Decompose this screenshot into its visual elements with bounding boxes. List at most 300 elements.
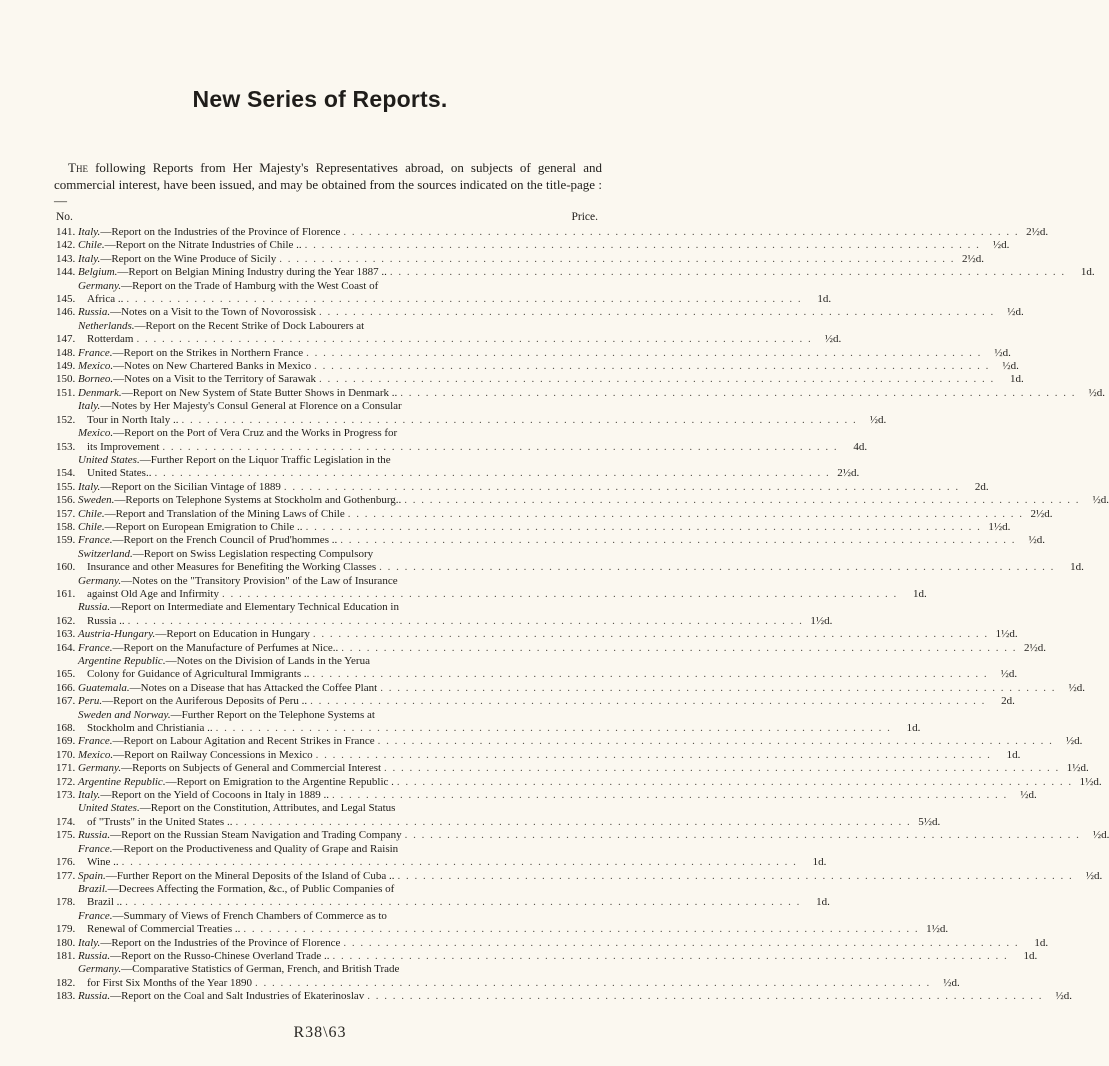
dot-leader: . . . . . . . . . . . . . . . . . . . . . . . . . . . . . . . . . . . . . . . . . . . . . . . . . . . . . . . . . . . . . . . . . . . . . . . . . . . . . . . . <box>332 789 1008 802</box>
report-country: Italy. <box>78 936 101 949</box>
report-description: against Old Age and Infirmity <box>87 587 219 600</box>
report-description: Wine .. <box>87 856 119 869</box>
report-description: United States.. <box>87 467 152 480</box>
column-headers <box>56 211 598 223</box>
report-country: Germany. <box>78 574 122 587</box>
report-country: France. <box>78 842 113 855</box>
dot-leader: . . . . . . . . . . . . . . . . . . . . . . . . . . . . . . . . . . . . . . . . . . . . . . . . . . . . . . . . . . . . . . . . . . . . . . . . . . . . . . . . <box>283 480 960 493</box>
report-number: 141. <box>56 226 76 238</box>
report-line <box>78 829 1109 842</box>
report-price: 1d. <box>1070 561 1084 574</box>
report-number: 164. <box>56 641 76 654</box>
report-line <box>78 508 1053 521</box>
report-price: ½d. <box>994 346 1011 359</box>
report-entry <box>56 574 927 602</box>
report-line <box>78 789 1037 802</box>
report-line <box>78 937 1048 950</box>
dot-leader: . . . . . . . . . . . . . . . . . . . . . . . . . . . . . . . . . . . . . . . . . . . . . . . . . . . . . . . . . . . . . . . . . . . . . . . . . . . . . . . . <box>121 856 798 869</box>
report-line <box>78 226 1048 239</box>
report-description: Stockholm and Christiania .. <box>87 722 213 735</box>
report-line <box>78 870 1102 883</box>
report-entry <box>56 708 921 736</box>
report-line <box>78 347 1011 360</box>
report-price: ½d. <box>869 413 887 426</box>
report-description: Russia .. <box>87 614 125 627</box>
report-entry <box>56 507 1053 521</box>
report-number: 157. <box>56 507 76 520</box>
report-country: Chile. <box>78 520 105 533</box>
report-description: —Summary of Views of French Chambers of Commerce as to <box>112 909 387 922</box>
column-header-price: Price. <box>571 211 598 223</box>
page-title: New Series of Reports. <box>192 86 448 112</box>
report-number: 168. <box>56 722 76 735</box>
report-number: 167. <box>56 695 76 708</box>
report-entry <box>56 453 860 481</box>
report-description: —Reports on Subjects of General and Commercial Interest <box>121 762 382 775</box>
report-country: Belgium. <box>78 266 118 279</box>
report-description: —Report on the Coal and Salt Industries of Ekaterinoslav <box>110 990 365 1003</box>
report-description: of "Trusts" in the United States .. <box>87 815 233 828</box>
dot-leader: . . . . . . . . . . . . . . . . . . . . . . . . . . . . . . . . . . . . . . . . . . . . . . . . . . . . . . . . . . . . . . . . . . . . . . . . . . . . . . . . <box>397 869 1074 882</box>
report-description: —Report on New System of State Butter Shows in Denmark .. <box>121 386 398 399</box>
report-price: ½d. <box>1068 681 1085 694</box>
report-list <box>56 226 1109 1004</box>
dot-leader: . . . . . . . . . . . . . . . . . . . . . . . . . . . . . . . . . . . . . . . . . . . . . . . . . . . . . . . . . . . . . . . . . . . . . . . . . . . . . . . . <box>255 976 931 989</box>
report-price: 1d. <box>817 293 832 306</box>
report-description: —Reports on Telephone Systems at Stockholm and Gothenburg.. <box>114 494 402 507</box>
report-description: —Report on the Auriferous Deposits of Peru .. <box>102 695 308 708</box>
report-price: 1½d. <box>988 520 1011 533</box>
dot-leader: . . . . . . . . . . . . . . . . . . . . . . . . . . . . . . . . . . . . . . . . . . . . . . . . . . . . . . . . . . . . . . . . . . . . . . . . . . . . . . . . <box>315 748 992 761</box>
report-entry <box>56 936 1049 950</box>
report-entry <box>56 534 1045 547</box>
report-entry <box>56 775 1102 789</box>
report-number: 144. <box>56 266 76 279</box>
report-price: 1d. <box>912 587 927 600</box>
report-line <box>78 776 1102 789</box>
report-number: 161. <box>56 587 76 600</box>
dot-leader: . . . . . . . . . . . . . . . . . . . . . . . . . . . . . . . . . . . . . . . . . . . . . . . . . . . . . . . . . . . . . . . . . . . . . . . . . . . . . . . . <box>181 413 858 426</box>
report-entry <box>56 802 941 829</box>
report-description: —Notes on New Chartered Banks in Mexico <box>113 360 312 373</box>
dot-leader: . . . . . . . . . . . . . . . . . . . . . . . . . . . . . . . . . . . . . . . . . . . . . . . . . . . . . . . . . . . . . . . . . . . . . . . . . . . . . . . . <box>235 815 912 828</box>
report-line <box>78 977 960 990</box>
dot-leader: . . . . . . . . . . . . . . . . . . . . . . . . . . . . . . . . . . . . . . . . . . . . . . . . . . . . . . . . . . . . . . . . . . . . . . . . . . . . . . . . <box>343 936 1020 949</box>
report-number: 147. <box>56 333 76 346</box>
report-line <box>78 454 859 467</box>
report-price: ½d. <box>1028 534 1045 547</box>
report-price: ½d. <box>1002 360 1019 373</box>
report-number: 146. <box>56 306 76 319</box>
report-description: —Report on European Emigration to Chile .. <box>104 520 303 533</box>
report-number: 153. <box>56 440 76 453</box>
report-line <box>78 360 1019 373</box>
dot-leader: . . . . . . . . . . . . . . . . . . . . . . . . . . . . . . . . . . . . . . . . . . . . . . . . . . . . . . . . . . . . . . . . . . . . . . . . . . . . . . . . <box>340 534 1016 547</box>
report-country: France. <box>78 909 113 922</box>
report-number: 176. <box>56 856 76 869</box>
report-entry <box>56 949 1038 963</box>
report-number: 142. <box>56 239 76 252</box>
report-country: Guatemala. <box>78 681 130 694</box>
report-price: 4d. <box>853 440 868 453</box>
report-line <box>78 668 1017 681</box>
dot-leader: . . . . . . . . . . . . . . . . . . . . . . . . . . . . . . . . . . . . . . . . . . . . . . . . . . . . . . . . . . . . . . . . . . . . . . . . . . . . . . . . <box>377 735 1054 748</box>
report-country: Netherlands. <box>78 319 135 332</box>
report-country: Italy. <box>78 480 101 493</box>
report-line <box>78 253 984 266</box>
report-line <box>78 682 1085 695</box>
report-description: —Notes by Her Majesty's Consul General at Florence on a Consular <box>100 400 402 413</box>
report-description: —Report on the Nitrate Industries of Chile .. <box>104 239 302 252</box>
report-entry <box>56 279 832 307</box>
report-entry <box>56 494 1109 507</box>
report-entry <box>56 427 868 454</box>
report-line <box>78 575 927 588</box>
report-country: Mexico. <box>78 427 114 440</box>
report-price: 1d. <box>1080 266 1095 279</box>
report-country: Russia. <box>78 306 111 319</box>
dot-leader: . . . . . . . . . . . . . . . . . . . . . . . . . . . . . . . . . . . . . . . . . . . . . . . . . . . . . . . . . . . . . . . . . . . . . . . . . . . . . . . . <box>215 722 892 735</box>
report-number: 154. <box>56 467 76 480</box>
report-price: 1d. <box>1034 936 1049 949</box>
report-description: for First Six Months of the Year 1890 <box>87 976 253 989</box>
report-description: —Notes on a Disease that has Attacked the Coffee Plant <box>129 681 378 694</box>
dot-leader: . . . . . . . . . . . . . . . . . . . . . . . . . . . . . . . . . . . . . . . . . . . . . . . . . . . . . . . . . . . . . . . . . . . . . . . . . . . . . . . . <box>404 829 1081 842</box>
report-entry <box>56 655 1018 682</box>
report-description: —Further Report on the Telephone Systems at <box>170 708 375 721</box>
report-description: Tour in North Italy .. <box>87 413 179 426</box>
report-country: France. <box>78 641 113 654</box>
report-price: 2½d. <box>1030 507 1053 520</box>
report-number: 166. <box>56 681 76 694</box>
report-description: —Report on the Sicilian Vintage of 1889 <box>100 480 281 493</box>
report-line <box>78 400 886 413</box>
dot-leader: . . . . . . . . . . . . . . . . . . . . . . . . . . . . . . . . . . . . . . . . . . . . . . . . . . . . . . . . . . . . . . . . . . . . . . . . . . . . . . . . <box>384 762 1060 775</box>
report-number: 178. <box>56 896 76 909</box>
report-price: 1½d. <box>1066 762 1089 775</box>
report-country: Argentine Republic. <box>78 655 166 667</box>
report-country: Italy. <box>78 252 101 265</box>
report-price: 1½d. <box>1079 775 1102 788</box>
report-price: ½d. <box>1092 829 1109 842</box>
report-line <box>78 521 1010 534</box>
report-country: Italy. <box>78 226 101 238</box>
report-number: 163. <box>56 628 76 641</box>
report-description: —Further Report on the Mineral Deposits of the Island of Cuba .. <box>105 869 395 882</box>
report-country: Italy. <box>78 789 101 802</box>
report-price: 2½d. <box>1026 226 1049 238</box>
report-entry <box>56 360 1019 373</box>
report-description: —Comparative Statistics of German, French, and British Trade <box>121 963 400 976</box>
report-price: ½d. <box>1092 494 1109 507</box>
report-entry <box>56 601 833 628</box>
report-line <box>78 722 920 735</box>
report-price: 1½d. <box>926 923 949 936</box>
dot-leader: . . . . . . . . . . . . . . . . . . . . . . . . . . . . . . . . . . . . . . . . . . . . . . . . . . . . . . . . . . . . . . . . . . . . . . . . . . . . . . . . <box>305 520 982 533</box>
dot-leader: . . . . . . . . . . . . . . . . . . . . . . . . . . . . . . . . . . . . . . . . . . . . . . . . . . . . . . . . . . . . . . . . . . . . . . . . . . . . . . . . <box>279 252 955 265</box>
report-description: —Report on the Yield of Cocoons in Italy in 1889 .. <box>100 789 330 802</box>
dot-leader: . . . . . . . . . . . . . . . . . . . . . . . . . . . . . . . . . . . . . . . . . . . . . . . . . . . . . . . . . . . . . . . . . . . . . . . . . . . . . . . . <box>347 507 1024 520</box>
report-description: —Report on the Russian Steam Navigation and Trading Company <box>110 829 402 842</box>
report-number: 177. <box>56 869 76 882</box>
report-number: 170. <box>56 748 76 761</box>
report-price: 2d. <box>974 480 989 493</box>
report-entry <box>56 641 1046 655</box>
report-price: 1d. <box>906 722 921 735</box>
dot-leader: . . . . . . . . . . . . . . . . . . . . . . . . . . . . . . . . . . . . . . . . . . . . . . . . . . . . . . . . . . . . . . . . . . . . . . . . . . . . . . . . <box>343 226 1020 238</box>
report-description: —Notes on the "Transitory Provision" of the Law of Insurance <box>121 574 398 587</box>
report-line <box>78 494 1109 507</box>
report-number: 173. <box>56 789 76 802</box>
report-price: ½d. <box>1055 990 1073 1003</box>
report-line <box>78 601 832 614</box>
report-entry <box>56 789 1037 802</box>
report-description: —Report on the Port of Vera Cruz and the Works in Progress for <box>113 427 398 440</box>
report-description: —Report on the Industries of the Province of Florence <box>100 936 341 949</box>
report-line <box>78 333 841 346</box>
report-number: 149. <box>56 360 76 373</box>
report-description: —Notes on the Division of Lands in the Yerua <box>165 655 370 667</box>
report-entry <box>56 628 1018 641</box>
report-country: Italy. <box>78 400 101 413</box>
report-price: ½d. <box>824 333 842 346</box>
report-line <box>78 414 886 427</box>
report-entry <box>56 869 1103 883</box>
report-description: —Report on Railway Concessions in Mexico <box>113 748 313 761</box>
report-description: —Report on the Manufacture of Perfumes at Nice.. <box>112 641 339 654</box>
report-description: —Notes on a Visit to the Territory of Sarawak <box>113 373 316 386</box>
report-number: 171. <box>56 762 76 775</box>
dot-leader: . . . . . . . . . . . . . . . . . . . . . . . . . . . . . . . . . . . . . . . . . . . . . . . . . . . . . . . . . . . . . . . . . . . . . . . . . . . . . . . . <box>221 587 898 600</box>
report-country: Mexico. <box>78 360 114 373</box>
report-entry <box>56 762 1089 775</box>
report-description: Rotterdam <box>87 333 134 346</box>
report-price: 1d. <box>816 896 830 909</box>
report-line <box>78 534 1045 547</box>
report-line <box>78 306 1024 319</box>
dot-leader: . . . . . . . . . . . . . . . . . . . . . . . . . . . . . . . . . . . . . . . . . . . . . . . . . . . . . . . . . . . . . . . . . . . . . . . . . . . . . . . . <box>389 266 1066 279</box>
report-country: Austria-Hungary. <box>78 628 156 641</box>
report-line <box>78 883 830 896</box>
report-description: —Report on Swiss Legislation respecting Compulsory <box>132 547 374 560</box>
report-country: Germany. <box>78 279 122 292</box>
report-price: 2½d. <box>837 467 860 480</box>
report-number: 158. <box>56 520 76 533</box>
report-price: ½d. <box>1020 789 1037 802</box>
report-line <box>78 709 920 722</box>
report-description: —Report and Translation of the Mining Laws of Chile <box>104 507 345 520</box>
report-line <box>78 266 1095 279</box>
report-entry <box>56 963 960 990</box>
report-description: Renewal of Commercial Treaties .. <box>87 923 241 936</box>
report-line <box>78 990 1072 1003</box>
report-line <box>78 816 940 829</box>
report-number: 156. <box>56 494 76 507</box>
report-entry <box>56 226 1049 239</box>
report-line <box>78 802 940 815</box>
report-price: ½d. <box>1065 735 1083 748</box>
report-number: 183. <box>56 990 76 1003</box>
report-line <box>78 427 867 440</box>
report-number: 165. <box>56 668 76 681</box>
report-line <box>78 320 841 333</box>
report-number: 152. <box>56 413 76 426</box>
report-price: 1d. <box>1023 949 1038 962</box>
report-description: —Report on the Industries of the Province of Florence <box>100 226 341 238</box>
report-number: 150. <box>56 373 76 386</box>
report-entry <box>56 252 984 266</box>
report-price: 2d. <box>1001 695 1015 708</box>
report-country: Russia. <box>78 990 111 1003</box>
report-entry <box>56 842 827 870</box>
report-country: Russia. <box>78 829 111 842</box>
report-entry <box>56 520 1011 534</box>
report-line <box>78 615 832 628</box>
report-number: 169. <box>56 735 76 748</box>
dot-leader: . . . . . . . . . . . . . . . . . . . . . . . . . . . . . . . . . . . . . . . . . . . . . . . . . . . . . . . . . . . . . . . . . . . . . . . . . . . . . . . . <box>136 333 813 346</box>
report-entry <box>56 346 1011 360</box>
report-entry <box>56 681 1085 695</box>
report-description: —Report on the Wine Produce of Sicily <box>100 252 277 265</box>
report-description: —Report on the Productiveness and Quality of Grape and Raisin <box>112 842 399 855</box>
report-description: —Report on the French Council of Prud'hommes .. <box>112 534 338 547</box>
report-line <box>78 923 948 936</box>
report-description: Insurance and other Measures for Benefiting the Working Classes <box>87 561 377 574</box>
report-line <box>78 642 1046 655</box>
report-entry <box>56 239 1010 252</box>
report-country: Sweden. <box>78 494 115 507</box>
report-description: —Report on Education in Hungary <box>155 628 310 641</box>
dot-leader: . . . . . . . . . . . . . . . . . . . . . . . . . . . . . . . . . . . . . . . . . . . . . . . . . . . . . . . . . . . . . . . . . . . . . . . . . . . . . . . . <box>332 949 1009 962</box>
report-line <box>78 856 826 869</box>
report-description: —Decrees Affecting the Formation, &c., of Public Companies of <box>107 882 395 895</box>
report-line <box>78 280 831 293</box>
report-line <box>78 735 1082 748</box>
report-price: 5½d. <box>918 815 941 828</box>
report-description: Colony for Guidance of Agricultural Immigrants .. <box>87 668 310 681</box>
report-country: Peru. <box>78 695 103 708</box>
report-line <box>78 695 1015 708</box>
report-line <box>78 749 1020 762</box>
dot-leader: . . . . . . . . . . . . . . . . . . . . . . . . . . . . . . . . . . . . . . . . . . . . . . . . . . . . . . . . . . . . . . . . . . . . . . . . . . . . . . . . <box>319 306 995 319</box>
dot-leader: . . . . . . . . . . . . . . . . . . . . . . . . . . . . . . . . . . . . . . . . . . . . . . . . . . . . . . . . . . . . . . . . . . . . . . . . . . . . . . . . <box>367 990 1044 1003</box>
report-entry <box>56 319 842 347</box>
report-description: —Report on the Russo-Chinese Overland Trade .. <box>110 949 330 962</box>
catalog-mark: R38\63 <box>293 1024 347 1041</box>
report-number: 179. <box>56 923 76 936</box>
report-entry <box>56 480 989 494</box>
report-entry <box>56 386 1106 400</box>
report-number: 175. <box>56 829 76 842</box>
report-country: Switzerland. <box>78 547 133 560</box>
report-number: 180. <box>56 936 76 949</box>
report-description: —Further Report on the Liquor Traffic Legislation in the <box>139 453 391 466</box>
report-description: —Report on Labour Agitation and Recent Strikes in France <box>112 735 375 748</box>
report-description: its Improvement <box>87 440 160 453</box>
intro-paragraph <box>54 160 602 210</box>
report-description: —Report on Intermediate and Elementary Technical Education in <box>110 601 399 614</box>
report-country: United States. <box>78 802 140 815</box>
report-price: 1½d. <box>810 614 833 627</box>
report-price: 1d. <box>812 856 827 869</box>
report-entry <box>56 400 887 427</box>
report-price: ½d. <box>1000 668 1018 681</box>
report-line <box>78 655 1017 668</box>
report-entry <box>56 735 1083 748</box>
report-description: Brazil .. <box>87 896 123 909</box>
report-line <box>78 963 960 976</box>
report-country: France. <box>78 534 113 547</box>
report-entry <box>56 990 1073 1003</box>
dot-leader: . . . . . . . . . . . . . . . . . . . . . . . . . . . . . . . . . . . . . . . . . . . . . . . . . . . . . . . . . . . . . . . . . . . . . . . . . . . . . . . . <box>312 628 989 641</box>
report-line <box>78 910 948 923</box>
report-line <box>78 561 1084 574</box>
report-description: Africa .. <box>87 293 124 306</box>
report-country: United States. <box>78 453 140 466</box>
report-price: 2½d. <box>1024 641 1046 654</box>
report-description: —Report on the Strikes in Northern France <box>112 346 304 359</box>
report-number: 143. <box>56 252 76 265</box>
report-price: ½d. <box>943 976 960 989</box>
report-price: 1½d. <box>995 628 1018 641</box>
report-line <box>78 950 1037 963</box>
report-country: Denmark. <box>78 386 122 399</box>
dot-leader: . . . . . . . . . . . . . . . . . . . . . . . . . . . . . . . . . . . . . . . . . . . . . . . . . . . . . . . . . . . . . . . . . . . . . . . . . . . . . . . . <box>310 695 986 708</box>
report-line <box>78 293 831 306</box>
report-entry <box>56 373 1024 386</box>
dot-leader: . . . . . . . . . . . . . . . . . . . . . . . . . . . . . . . . . . . . . . . . . . . . . . . . . . . . . . . . . . . . . . . . . . . . . . . . . . . . . . . . <box>125 896 801 909</box>
report-price: ½d. <box>992 239 1010 252</box>
report-country: France. <box>78 735 113 748</box>
report-price: ½d. <box>1088 386 1106 399</box>
report-description: —Report on Belgian Mining Industry during the Year 1887 .. <box>117 266 387 279</box>
dot-leader: . . . . . . . . . . . . . . . . . . . . . . . . . . . . . . . . . . . . . . . . . . . . . . . . . . . . . . . . . . . . . . . . . . . . . . . . . . . . . . . . <box>154 467 831 480</box>
report-number: 148. <box>56 346 76 359</box>
report-entry <box>56 266 1095 279</box>
intro-lead: The <box>68 160 88 175</box>
report-entry <box>56 547 1084 575</box>
report-price: 1d. <box>1006 748 1021 761</box>
report-description: —Report on the Recent Strike of Dock Labourers at <box>134 319 365 332</box>
intro-text: following Reports from Her Majesty's Representatives abroad, on subjects of general and commercial interest, have been issued, and may be obtained from the sources indicated on the title-page :— <box>54 160 602 208</box>
dot-leader: . . . . . . . . . . . . . . . . . . . . . . . . . . . . . . . . . . . . . . . . . . . . . . . . . . . . . . . . . . . . . . . . . . . . . . . . . . . . . . . . <box>312 668 989 681</box>
report-country: Borneo. <box>78 373 114 386</box>
report-country: Chile. <box>78 507 105 520</box>
report-number: 160. <box>56 561 76 574</box>
report-country: Brazil. <box>78 882 108 895</box>
report-entry <box>56 306 1024 319</box>
dot-leader: . . . . . . . . . . . . . . . . . . . . . . . . . . . . . . . . . . . . . . . . . . . . . . . . . . . . . . . . . . . . . . . . . . . . . . . . . . . . . . . . <box>304 239 981 252</box>
report-price: ½d. <box>1085 869 1103 882</box>
report-number: 159. <box>56 534 76 547</box>
report-country: Mexico. <box>78 748 114 761</box>
dot-leader: . . . . . . . . . . . . . . . . . . . . . . . . . . . . . . . . . . . . . . . . . . . . . . . . . . . . . . . . . . . . . . . . . . . . . . . . . . . . . . . . <box>341 641 1017 654</box>
report-number: 181. <box>56 949 76 962</box>
report-entry <box>56 748 1021 762</box>
report-country: Russia. <box>78 601 111 614</box>
dot-leader: . . . . . . . . . . . . . . . . . . . . . . . . . . . . . . . . . . . . . . . . . . . . . . . . . . . . . . . . . . . . . . . . . . . . . . . . . . . . . . . . <box>243 923 920 936</box>
report-country: Spain. <box>78 869 106 882</box>
report-number: 182. <box>56 976 76 989</box>
report-line <box>78 481 989 494</box>
report-number: 162. <box>56 614 76 627</box>
report-line <box>78 762 1089 775</box>
report-description: —Report on the Constitution, Attributes, and Legal Status <box>139 802 396 815</box>
dot-leader: . . . . . . . . . . . . . . . . . . . . . . . . . . . . . . . . . . . . . . . . . . . . . . . . . . . . . . . . . . . . . . . . . . . . . . . . . . . . . . . . <box>400 386 1077 399</box>
report-country: Sweden and Norway. <box>78 708 171 721</box>
report-price: 1d. <box>1010 373 1024 386</box>
report-entry <box>56 909 949 937</box>
